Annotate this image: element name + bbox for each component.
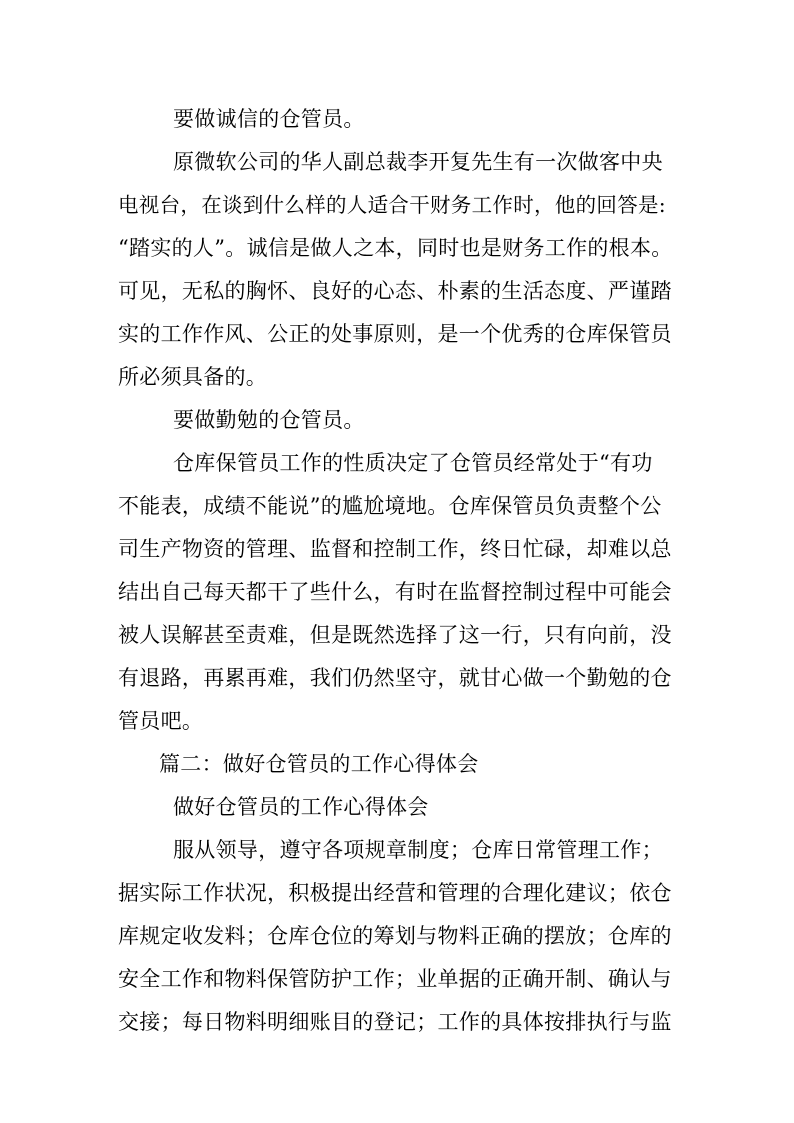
text-line-5: 可见，无私的胸怀、良好的心态、朴素的生活态度、严谨踏 xyxy=(118,279,672,303)
text-line-8: 要做勤勉的仓管员。 xyxy=(173,408,365,432)
text-line-12: 结出自己每天都干了些什么，有时在监督控制过程中可能会 xyxy=(118,580,672,604)
text-line-15: 管员吧。 xyxy=(118,709,204,733)
text-line-19: 据实际工作状况，积极提出经营和管理的合理化建议；依仓 xyxy=(118,881,672,905)
text-line-18: 服从领导，遵守各项规章制度；仓库日常管理工作； xyxy=(173,838,663,862)
text-line-11: 司生产物资的管理、监督和控制工作，终日忙碌，却难以总 xyxy=(118,537,672,561)
text-line-9: 仓库保管员工作的性质决定了仓管员经常处于“有功 xyxy=(173,451,653,475)
section-subtitle: 做好仓管员的工作心得体会 xyxy=(173,795,429,819)
section-heading: 篇二：做好仓管员的工作心得体会 xyxy=(159,752,479,776)
text-line-7: 所必须具备的。 xyxy=(118,365,268,389)
text-line-10: 不能表，成绩不能说”的尴尬境地。仓库保管员负责整个公 xyxy=(118,494,662,518)
text-line-4: “踏实的人”。诚信是做人之本，同时也是财务工作的根本。 xyxy=(118,236,673,260)
text-line-22: 交接；每日物料明细账目的登记；工作的具体按排执行与监 xyxy=(118,1010,672,1034)
text-line-2: 原微软公司的华人副总裁李开复先生有一次做客中央 xyxy=(173,150,663,174)
text-line-3: 电视台，在谈到什么样的人适合干财务工作时，他的回答是: xyxy=(118,193,667,217)
text-line-6: 实的工作作风、公正的处事原则，是一个优秀的仓库保管员 xyxy=(118,322,672,346)
text-line-13: 被人误解甚至责难，但是既然选择了这一行，只有向前，没 xyxy=(118,623,672,647)
text-line-1: 要做诚信的仓管员。 xyxy=(173,107,365,131)
text-line-21: 安全工作和物料保管防护工作；业单据的正确开制、确认与 xyxy=(118,967,672,991)
text-line-14: 有退路，再累再难，我们仍然坚守，就甘心做一个勤勉的仓 xyxy=(118,666,672,690)
text-line-20: 库规定收发料；仓库仓位的筹划与物料正确的摆放；仓库的 xyxy=(118,924,672,948)
